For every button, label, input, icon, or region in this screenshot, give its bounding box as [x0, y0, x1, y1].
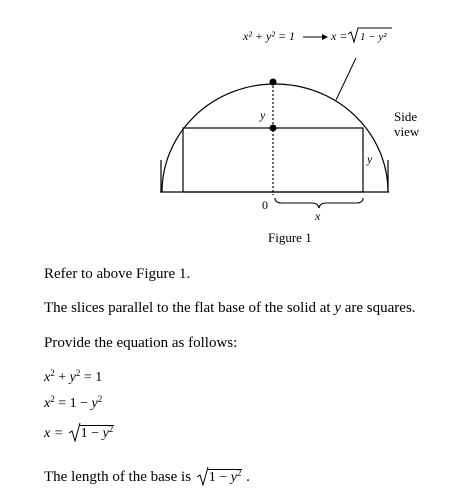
x-brace — [275, 198, 363, 208]
slices-part1: The slices parallel to the flat base of the solid at — [44, 300, 335, 316]
eq2-x: x — [44, 396, 51, 411]
eq1-x: x — [44, 370, 51, 385]
eq1-exp-y: 2 — [75, 368, 81, 378]
figure-equation-right: x = — [331, 29, 348, 43]
eq3-radicand-y: y — [102, 426, 109, 441]
label-y-side: y — [367, 152, 373, 166]
length-post: . — [242, 469, 250, 485]
eq3-radicand-pre: 1 − — [80, 426, 103, 441]
intro-text: Refer to above Figure 1. — [44, 266, 191, 282]
equation-2 — [44, 396, 102, 412]
eq2-exp-x: 2 — [50, 394, 55, 404]
eq3-radicand — [80, 425, 115, 441]
eq3-radical — [69, 425, 115, 442]
length-radical — [197, 469, 243, 487]
slices-text — [44, 299, 416, 317]
y-level-point — [270, 125, 277, 132]
figure-caption: Figure 1 — [268, 230, 312, 245]
eq1-plus: + — [54, 370, 70, 385]
eq3-root-sign — [69, 422, 81, 442]
length-text — [44, 468, 250, 487]
semicircle-outline — [162, 84, 388, 192]
eq2-y: y — [91, 396, 98, 411]
label-zero: 0 — [262, 198, 268, 212]
eq3-exp-y: 2 — [108, 424, 114, 434]
eq2-exp-y: 2 — [97, 394, 103, 404]
slices-part2: are squares. — [341, 300, 416, 316]
eq1-exp-x: 2 — [50, 368, 55, 378]
top-point — [270, 79, 277, 86]
eq3-lhs: x = — [44, 426, 67, 441]
eq1-rhs: = 1 — [80, 370, 103, 385]
length-pre: The length of the base is — [44, 469, 195, 485]
label-y-inside: y — [260, 108, 266, 122]
slices-var: y — [334, 300, 341, 316]
label-x: x — [315, 209, 321, 223]
length-exp-y: 2 — [236, 468, 242, 478]
eq2-rhs-pre: = 1 − — [54, 396, 92, 411]
length-radicand-pre: 1 − — [208, 470, 231, 485]
length-radicand — [208, 469, 243, 485]
provide-text: Provide the equation as follows: — [44, 335, 238, 351]
length-root-sign — [197, 466, 209, 486]
figure-equation-radicand: 1 − y² — [360, 31, 387, 43]
equation-arrowhead — [322, 34, 328, 40]
label-side-view-1: Side — [394, 109, 418, 124]
figure-equation-left: x² + y² = 1 — [243, 29, 296, 43]
equation-1 — [44, 370, 102, 386]
pointer-line — [336, 58, 356, 100]
equation-3 — [44, 425, 114, 442]
eq1-y: y — [69, 370, 76, 385]
length-radicand-y: y — [230, 470, 237, 485]
label-side-view-2: view — [394, 124, 420, 139]
